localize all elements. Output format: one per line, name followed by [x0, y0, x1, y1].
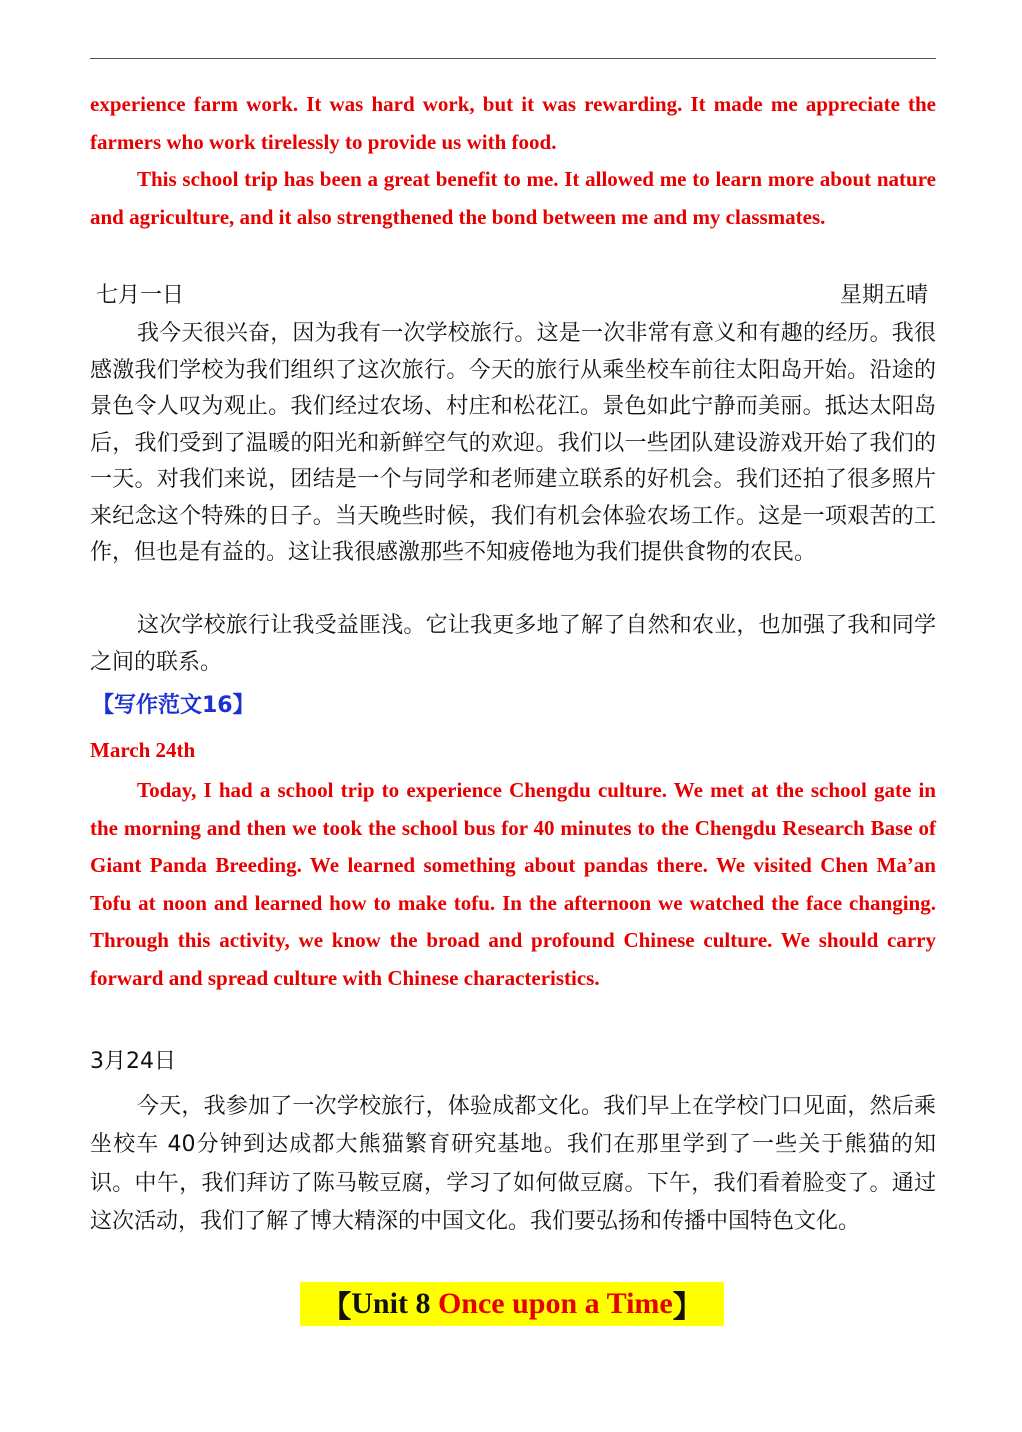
chinese-date-2: 3月24日	[90, 1049, 176, 1074]
unit-bracket-open: 【	[321, 1291, 352, 1324]
unit-number: Unit 8	[351, 1287, 438, 1320]
chinese-dateline	[96, 278, 928, 309]
header-rule	[90, 58, 936, 59]
english-paragraph-3: Today, I had a school trip to experience Chengdu culture. We met at the school gate in the morning and then we took the school bus for 40 minutes to the Chengdu Research Base of Giant Panda Breeding. We learned something about pandas there. We visited Chen Ma’an Tofu at noon and learned how to make tofu. In the afternoon we watched the face changing. Through this activity, we know the broad and profound Chinese culture. We should carry forward and spread culture with Chinese characteristics.	[90, 778, 936, 990]
chinese-paragraph-2: 这次学校旅行让我受益匪浅。它让我更多地了解了自然和农业，也加强了我和同学之间的联系。	[90, 613, 936, 675]
english-paragraph-2: This school trip has been a great benefit to me. It allowed me to learn more about nature and agriculture, and it also strengthened the bond between me and my classmates.	[90, 167, 936, 229]
chinese-date: 七月一日	[96, 283, 185, 308]
unit-bracket-close: 】	[672, 1291, 703, 1324]
chinese-paragraph-3: 今天，我参加了一次学校旅行，体验成都文化。我们早上在学校门口见面，然后乘坐校车 40分钟到达成都大熊猫繁育研究基地。我们在那里学到了一些关于熊猫的知识。中午，我们拜访了陈马鞍豆腐，学习了如何做豆腐。下午，我们看着脸变了。通过这次活动，我们了解了博大精深的中国文化。我们要弘扬和传播中国特色文化。	[90, 1094, 936, 1235]
english-paragraph-1: experience farm work. It was hard work, but it was rewarding. It made me appreciate the farmers who work tirelessly to provide us with food.	[90, 92, 936, 154]
english-date: March 24th	[90, 738, 196, 762]
sample-essay-heading: 【写作范文16】	[92, 693, 255, 718]
weekday-weather: 星期五晴	[839, 283, 928, 308]
unit-banner	[300, 1282, 724, 1326]
chinese-paragraph-1: 我今天很兴奋，因为我有一次学校旅行。这是一次非常有意义和有趣的经历。我很感激我们学校为我们组织了这次旅行。今天的旅行从乘坐校车前往太阳岛开始。沿途的景色令人叹为观止。我们经过农场、村庄和松花江。景色如此宁静而美丽。抵达太阳岛后，我们受到了温暖的阳光和新鲜空气的欢迎。我们以一些团队建设游戏开始了我们的一天。对我们来说，团结是一个与同学和老师建立联系的好机会。我们还拍了很多照片来纪念这个特殊的日子。当天晚些时候，我们有机会体验农场工作。这是一项艰苦的工作，但也是有益的。这让我很感激那些不知疲倦地为我们提供食物的农民。	[90, 321, 936, 565]
unit-title: Once upon a Time	[437, 1287, 673, 1320]
